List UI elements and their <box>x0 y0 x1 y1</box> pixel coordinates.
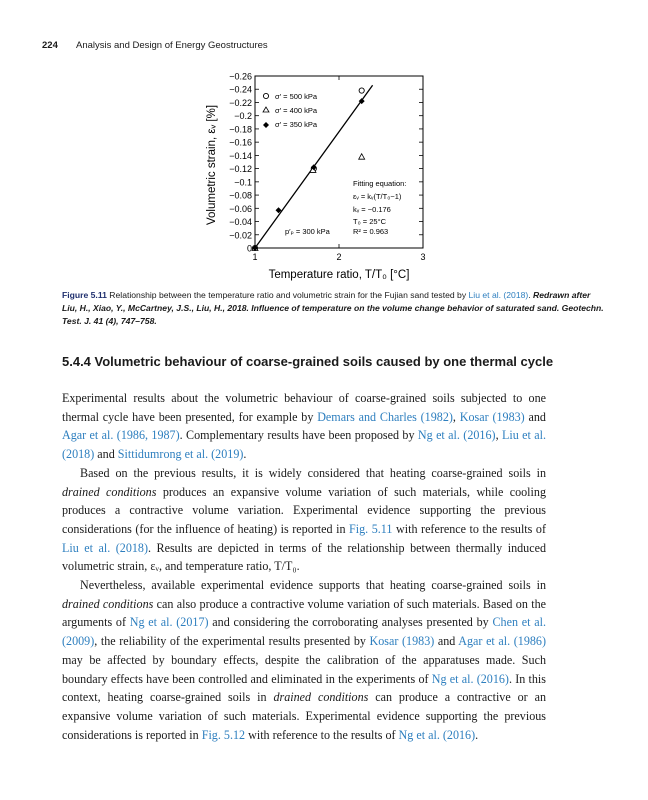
x-tick-label: 1 <box>252 252 258 262</box>
text-run: and <box>434 634 459 649</box>
citation-link[interactable]: Ng et al. (2017) <box>129 615 209 630</box>
caption-text: Relationship between the temperature ratio and volumetric strain for the Fujian sand tested by <box>106 290 469 300</box>
x-axis-label: Temperature ratio, T/T₀ [°C] <box>268 269 410 281</box>
paragraph-3 <box>62 576 546 744</box>
text-run: and considering the corroborating analyses presented by <box>208 615 493 630</box>
y-tick-label: −0.2 <box>234 111 252 122</box>
pressure-annotation: p′ₚ = 300 kPa <box>285 227 330 236</box>
x-tick-label: 3 <box>420 252 426 262</box>
text-run: and <box>94 447 118 462</box>
body-text <box>62 389 546 744</box>
text-run: . Results are depicted in terms of the relationship between thermally induced volumetric strain, εᵥ, and temperature ratio, T/T₀. <box>62 540 546 574</box>
legend-label-400: σ′ = 400 kPa <box>275 106 318 115</box>
text-run: with reference to the results of <box>392 521 546 536</box>
x-tick-label: 2 <box>336 252 342 262</box>
citation-link[interactable]: Sittidumrong et al. (2019) <box>117 447 244 462</box>
text-run: . Complementary results have been proposed by <box>179 428 418 443</box>
fit-title: Fitting equation: <box>353 179 407 188</box>
citation-link[interactable]: Ng et al. (2016) <box>417 428 496 443</box>
y-tick-label: −0.14 <box>229 150 252 161</box>
text-run: may be affected by boundary effects, despite the calibration of the apparatuses made. Such boundary effects have been controlled and eliminated in the experiments of <box>62 652 546 686</box>
figure-label: Figure 5.11 <box>62 290 107 300</box>
section-heading: 5.4.4 Volumetric behaviour of coarse-grained soils caused by one thermal cycle <box>62 354 554 369</box>
fit-t0: T₀ = 25°C <box>353 217 386 226</box>
text-run: and <box>524 409 546 424</box>
data-point-400kpa <box>359 154 365 160</box>
page-number: 224 <box>42 40 58 51</box>
emphasis: drained conditions <box>62 596 154 611</box>
text-run: , the reliability of the experimental results presented by <box>94 634 370 649</box>
plot-frame <box>255 76 423 248</box>
y-tick-label: −0.06 <box>229 203 252 214</box>
citation-link[interactable]: Chen et al. (2009) <box>62 615 546 649</box>
legend-marker-400 <box>263 107 269 112</box>
text-run: with reference to the results of <box>245 727 399 742</box>
text-run: , <box>495 428 502 443</box>
figure-caption <box>62 289 607 328</box>
legend-marker-350 <box>263 122 269 128</box>
figure-link[interactable]: Fig. 5.11 <box>349 521 393 536</box>
y-axis-label: Volumetric strain, εᵥ [%] <box>206 104 218 226</box>
citation-link[interactable]: Liu et al. (2018) <box>62 540 149 555</box>
y-tick-label: −0.04 <box>229 217 252 228</box>
text-run: . In this context, heating coarse-grained soils in <box>62 671 546 705</box>
legend-label-500: σ′ = 500 kPa <box>275 92 318 101</box>
emphasis: drained conditions <box>273 690 369 705</box>
volumetric-strain-chart <box>0 0 648 290</box>
citation-link[interactable]: Kosar (1983) <box>369 634 435 649</box>
caption-separator: . <box>528 290 534 300</box>
y-tick-label: −0.24 <box>229 84 252 95</box>
text-run: . <box>475 727 479 742</box>
y-tick-label: 0 <box>246 243 252 254</box>
running-title: Analysis and Design of Energy Geostructures <box>75 40 268 51</box>
caption-citation-link[interactable]: Liu et al. (2018) <box>468 290 529 300</box>
y-tick-label: −0.1 <box>234 177 252 188</box>
fit-annotation <box>353 179 406 236</box>
text-run: produces an expansive volume variation of such materials, while cooling produces a contractive volume variation. Experimental evidence supporting the previous considerations (for the influence of heating) is reported in <box>62 484 546 536</box>
y-tick-label: −0.16 <box>229 137 252 148</box>
paragraph-1 <box>62 389 546 464</box>
fit-equation: εᵥ = kᵥ(T/T₀−1) <box>353 192 402 201</box>
figure-link[interactable]: Fig. 5.12 <box>201 727 246 742</box>
citation-link[interactable]: Liu et al. (2018) <box>62 428 547 462</box>
citation-link[interactable]: Ng et al. (2016) <box>398 727 476 742</box>
fit-k: kᵥ = −0.176 <box>353 205 391 214</box>
legend-label-350: σ′ = 350 kPa <box>275 120 318 129</box>
citation-link[interactable]: Demars and Charles (1982) <box>317 409 453 424</box>
text-run: Experimental results about the volumetric behaviour of coarse-grained soils subjected to one thermal cycle have been presented, for example by <box>62 391 546 424</box>
y-tick-label: −0.12 <box>229 164 252 175</box>
text-run: . <box>243 447 247 462</box>
y-tick-label: −0.02 <box>229 230 252 241</box>
y-tick-label: −0.08 <box>229 190 252 201</box>
citation-link[interactable]: Agar et al. (1986, 1987) <box>62 428 180 443</box>
text-run: can also produce a contractive volume variation of such materials. Based on the arguments of <box>62 596 546 630</box>
caption-source: Redrawn after Liu, H., Xiao, Y., McCartney, J.S., Liu, H., 2018. Influence of temperature on the volume change behavior of saturated sand. Geotechn. Test. J. 41 (4), 747–758. <box>62 290 604 326</box>
paragraph-2 <box>62 464 546 576</box>
text-run: can produce a contractive or an expansive volume variation of such materials. Experimental evidence supporting the previous considerations is reported in <box>62 690 546 742</box>
y-tick-label: −0.18 <box>229 124 252 135</box>
y-tick-label: −0.26 <box>229 71 252 82</box>
legend-marker-500 <box>263 93 268 98</box>
fit-r2: R² = 0.963 <box>353 227 389 236</box>
data-point-500kpa <box>359 88 364 93</box>
text-run: , <box>452 409 460 424</box>
citation-link[interactable]: Agar et al. (1986) <box>458 634 547 649</box>
legend <box>263 92 318 129</box>
text-run: Nevertheless, available experimental evidence supports that heating coarse-grained soils in <box>80 578 546 593</box>
citation-link[interactable]: Ng et al. (2016) <box>431 671 509 686</box>
emphasis: drained conditions <box>62 484 157 499</box>
y-tick-label: −0.22 <box>229 97 252 108</box>
citation-link[interactable]: Kosar (1983) <box>459 409 525 424</box>
text-run: Based on the previous results, it is widely considered that heating coarse-grained soils in <box>80 465 546 480</box>
